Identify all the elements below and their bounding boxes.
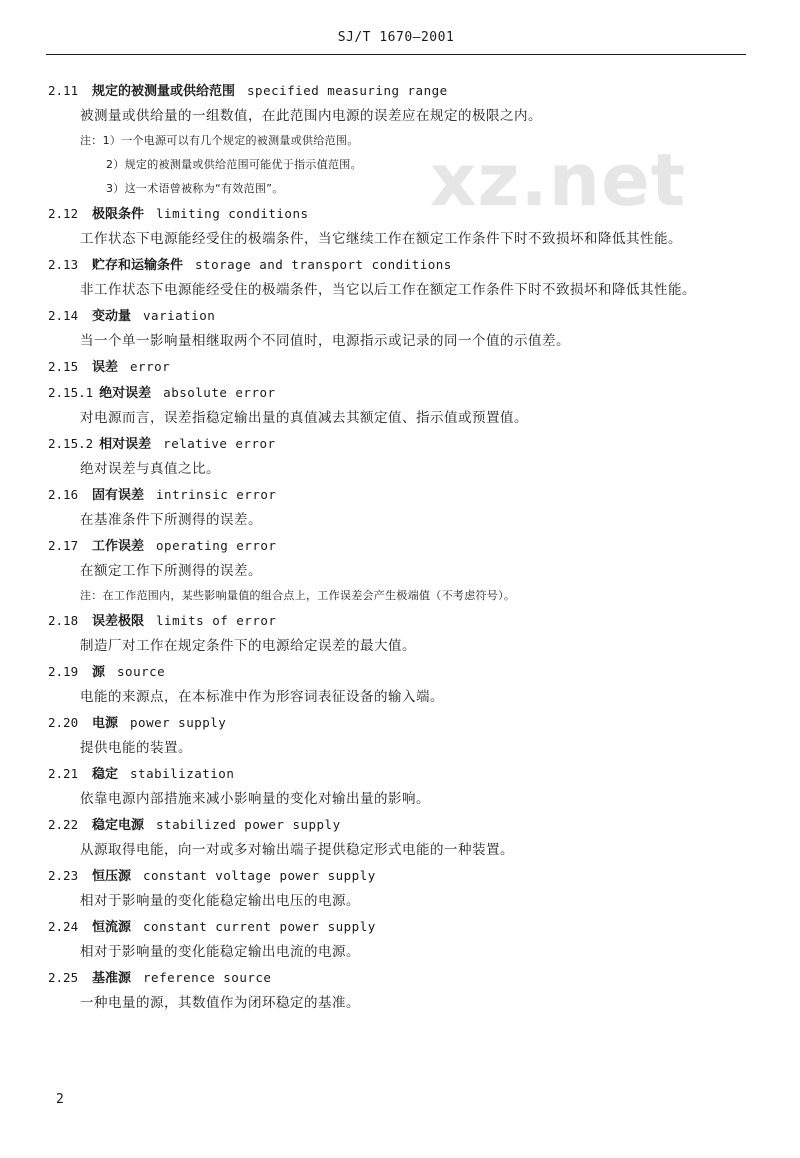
entry-2-17 bbox=[48, 533, 748, 608]
term-english: storage and transport conditions bbox=[195, 257, 452, 272]
term-line bbox=[48, 965, 748, 991]
term-english: absolute error bbox=[163, 385, 276, 400]
definition: 一种电量的源，其数值作为闭环稳定的基准。 bbox=[80, 995, 360, 1011]
standard-code-header: SJ/T 1670—2001 bbox=[337, 30, 455, 45]
definition: 工作状态下电源能经受住的极端条件，当它继续工作在额定工作条件下时不致损坏和降低其性能。 bbox=[80, 231, 682, 247]
term-chinese: 恒流源 bbox=[92, 920, 132, 935]
clause-number: 2.12 bbox=[48, 206, 79, 221]
entry-2-23 bbox=[48, 863, 748, 914]
clause-number: 2.24 bbox=[48, 919, 79, 934]
clause-number: 2.20 bbox=[48, 715, 79, 730]
definition: 对电源而言，误差指稳定输出量的真值减去其额定值、指示值或预置值。 bbox=[80, 410, 528, 426]
term-chinese: 相对误差 bbox=[99, 437, 152, 452]
entry-2-15 bbox=[48, 354, 748, 380]
term-english: constant voltage power supply bbox=[143, 868, 376, 883]
term-chinese: 贮存和运输条件 bbox=[92, 258, 184, 273]
entry-2-14 bbox=[48, 303, 748, 354]
definition: 电能的来源点，在本标准中作为形容词表征设备的输入端。 bbox=[80, 689, 444, 705]
definition: 在基准条件下所测得的误差。 bbox=[80, 512, 262, 528]
definition: 在额定工作下所测得的误差。 bbox=[80, 563, 262, 579]
term-english: operating error bbox=[156, 538, 277, 553]
term-line bbox=[48, 380, 748, 406]
term-line bbox=[48, 482, 748, 508]
term-line bbox=[48, 812, 748, 838]
entry-2-13 bbox=[48, 252, 748, 303]
definition: 从源取得电能，向一对或多对输出端子提供稳定形式电能的一种装置。 bbox=[80, 842, 514, 858]
term-chinese: 绝对误差 bbox=[99, 386, 152, 401]
term-line bbox=[48, 710, 748, 736]
clause-number: 2.13 bbox=[48, 257, 79, 272]
watermark: xz.net bbox=[430, 138, 687, 222]
entry-2-25 bbox=[48, 965, 748, 1016]
term-chinese: 极限条件 bbox=[92, 207, 145, 222]
definition: 依靠电源内部措施来减小影响量的变化对输出量的影响。 bbox=[80, 791, 430, 807]
entry-2-20 bbox=[48, 710, 748, 761]
clause-number: 2.15.1 bbox=[48, 385, 94, 400]
term-english: intrinsic error bbox=[156, 487, 277, 502]
clause-number: 2.17 bbox=[48, 538, 79, 553]
entry-2-12 bbox=[48, 201, 748, 252]
term-english: stabilization bbox=[130, 766, 235, 781]
definition: 相对于影响量的变化能稳定输出电流的电源。 bbox=[80, 944, 360, 960]
definition: 绝对误差与真值之比。 bbox=[80, 461, 220, 477]
clause-number: 2.22 bbox=[48, 817, 79, 832]
header-rule bbox=[46, 54, 746, 55]
definition: 非工作状态下电源能经受住的极端条件，当它以后工作在额定工作条件下时不致损坏和降低其性能。 bbox=[80, 282, 696, 298]
term-english: stabilized power supply bbox=[156, 817, 341, 832]
term-line bbox=[48, 431, 748, 457]
clause-number: 2.16 bbox=[48, 487, 79, 502]
entry-2-21 bbox=[48, 761, 748, 812]
term-line bbox=[48, 659, 748, 685]
definition: 制造厂对工作在规定条件下的电源给定误差的最大值。 bbox=[80, 638, 416, 654]
term-chinese: 基准源 bbox=[92, 971, 132, 986]
term-line bbox=[48, 914, 748, 940]
term-english: specified measuring range bbox=[247, 83, 448, 98]
entry-2-11 bbox=[48, 78, 748, 201]
definition: 当一个单一影响量相继取两个不同值时，电源指示或记录的同一个值的示值差。 bbox=[80, 333, 570, 349]
document-body bbox=[48, 78, 748, 1016]
term-english: limiting conditions bbox=[156, 206, 309, 221]
clause-number: 2.19 bbox=[48, 664, 79, 679]
term-english: source bbox=[117, 664, 166, 679]
clause-number: 2.23 bbox=[48, 868, 79, 883]
term-chinese: 固有误差 bbox=[92, 488, 145, 503]
term-line bbox=[48, 761, 748, 787]
term-chinese: 误差极限 bbox=[92, 614, 145, 629]
note-1: 注：1）一个电源可以有几个规定的被测量或供给范围。 bbox=[80, 134, 359, 147]
term-line bbox=[48, 533, 748, 559]
term-chinese: 工作误差 bbox=[92, 539, 145, 554]
definition: 相对于影响量的变化能稳定输出电压的电源。 bbox=[80, 893, 360, 909]
term-chinese: 稳定 bbox=[92, 767, 119, 782]
clause-number: 2.15.2 bbox=[48, 436, 94, 451]
entry-2-24 bbox=[48, 914, 748, 965]
term-chinese: 源 bbox=[92, 665, 106, 680]
term-chinese: 恒压源 bbox=[92, 869, 132, 884]
definition: 被测量或供给量的一组数值，在此范围内电源的误差应在规定的极限之内。 bbox=[80, 108, 542, 124]
entry-2-15-2 bbox=[48, 431, 748, 482]
term-chinese: 误差 bbox=[92, 360, 119, 375]
entry-2-16 bbox=[48, 482, 748, 533]
term-chinese: 规定的被测量或供给范围 bbox=[92, 84, 236, 99]
note-3: 3）这一术语曾被称为“有效范围”。 bbox=[106, 182, 284, 195]
clause-number: 2.18 bbox=[48, 613, 79, 628]
term-english: constant current power supply bbox=[143, 919, 376, 934]
term-english: relative error bbox=[163, 436, 276, 451]
term-line bbox=[48, 201, 748, 227]
entry-2-18 bbox=[48, 608, 748, 659]
term-line bbox=[48, 78, 748, 104]
clause-number: 2.11 bbox=[48, 83, 79, 98]
term-english: power supply bbox=[130, 715, 227, 730]
term-line bbox=[48, 303, 748, 329]
term-line bbox=[48, 354, 748, 380]
entry-2-22 bbox=[48, 812, 748, 863]
clause-number: 2.15 bbox=[48, 359, 79, 374]
clause-number: 2.14 bbox=[48, 308, 79, 323]
entry-2-19 bbox=[48, 659, 748, 710]
term-chinese: 变动量 bbox=[92, 309, 132, 324]
term-english: reference source bbox=[143, 970, 272, 985]
clause-number: 2.21 bbox=[48, 766, 79, 781]
term-line bbox=[48, 252, 748, 278]
term-english: error bbox=[130, 359, 171, 374]
term-chinese: 电源 bbox=[92, 716, 119, 731]
term-english: variation bbox=[143, 308, 216, 323]
note: 注：在工作范围内，某些影响量值的组合点上，工作误差会产生极端值（不考虑符号）。 bbox=[80, 589, 516, 602]
note-2: 2）规定的被测量或供给范围可能优于指示值范围。 bbox=[106, 158, 362, 171]
term-line bbox=[48, 608, 748, 634]
term-line bbox=[48, 863, 748, 889]
term-english: limits of error bbox=[156, 613, 277, 628]
clause-number: 2.25 bbox=[48, 970, 79, 985]
term-chinese: 稳定电源 bbox=[92, 818, 145, 833]
entry-2-15-1 bbox=[48, 380, 748, 431]
definition: 提供电能的装置。 bbox=[80, 740, 192, 756]
page-number: 2 bbox=[56, 1092, 64, 1107]
